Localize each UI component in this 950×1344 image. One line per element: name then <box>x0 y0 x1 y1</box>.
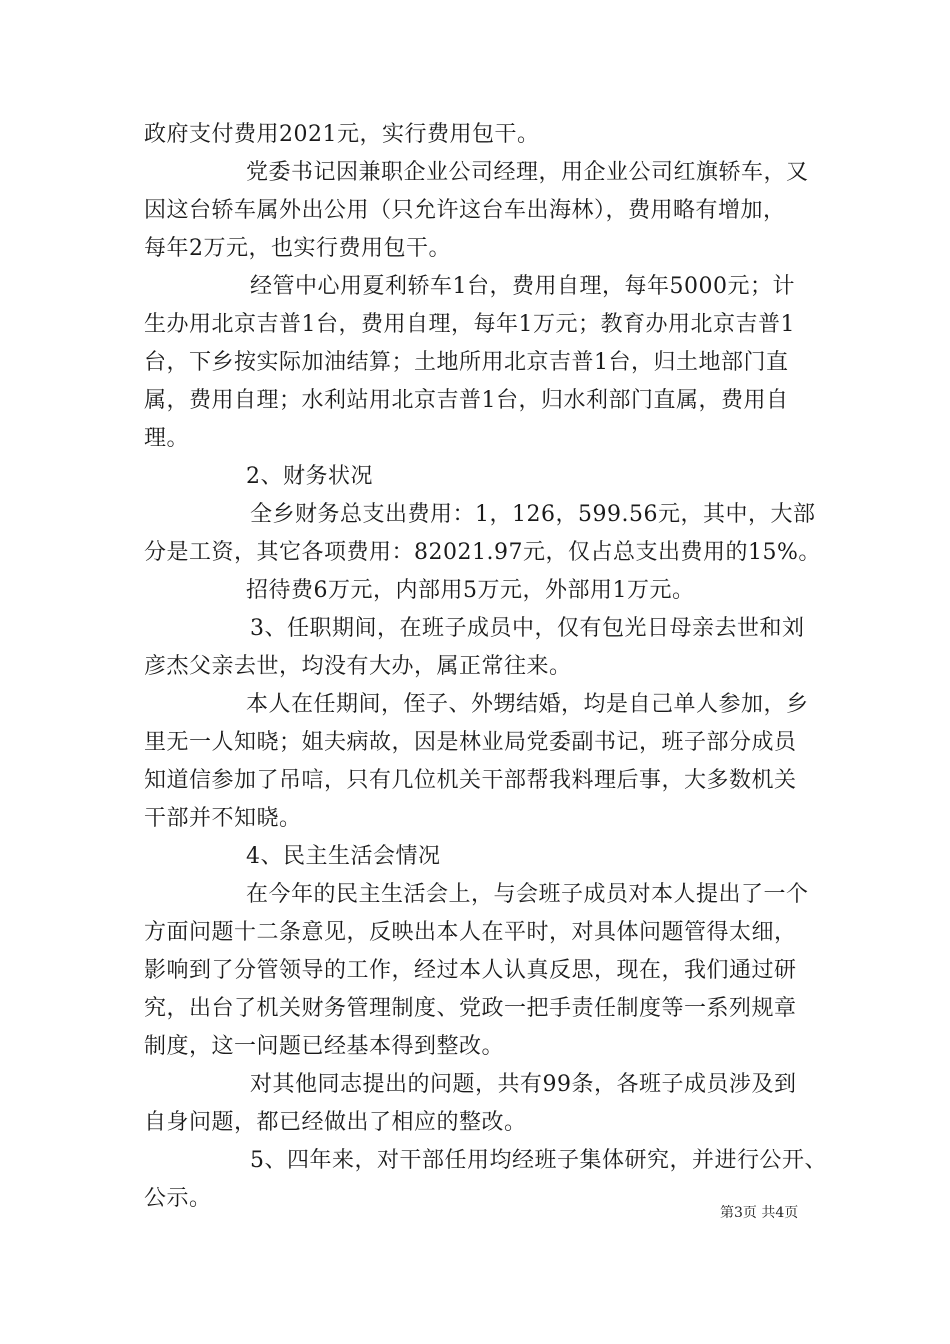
section-heading: 2、财务状况 <box>246 464 373 489</box>
text-line: 政府支付费用2021元，实行费用包干。 <box>144 122 540 147</box>
text-line: 制度，这一问题已经基本得到整改。 <box>144 1034 505 1059</box>
text-line: 3、任职期间，在班子成员中，仅有包光日母亲去世和刘 <box>250 616 805 641</box>
text-line: 里无一人知晓；姐夫病故，因是林业局党委副书记，班子部分成员 <box>144 730 797 755</box>
text-line: 知道信参加了吊唁，只有几位机关干部帮我料理后事，大多数机关 <box>144 768 797 793</box>
text-line: 对其他同志提出的问题，共有99条，各班子成员涉及到 <box>250 1072 797 1097</box>
text-line: 影响到了分管领导的工作，经过本人认真反思，现在，我们通过研 <box>144 958 797 983</box>
text-line: 每年2万元，也实行费用包干。 <box>144 236 451 261</box>
text-line: 理。 <box>144 426 190 451</box>
section-heading: 4、民主生活会情况 <box>246 844 441 869</box>
text-line: 党委书记因兼职企业公司经理，用企业公司红旗轿车，又 <box>246 160 809 185</box>
text-line: 干部并不知晓。 <box>144 806 302 831</box>
page-number-footer: 第3页 共4页 <box>720 1205 799 1221</box>
text-line: 分是工资，其它各项费用：82021.97元，仅占总支出费用的15%。 <box>144 540 821 565</box>
text-line: 5、四年来，对干部任用均经班子集体研究，并进行公开、 <box>250 1148 827 1173</box>
text-line: 台，下乡按实际加油结算；土地所用北京吉普1台，归土地部门直 <box>144 350 789 375</box>
text-line: 经管中心用夏利轿车1台，费用自理，每年5000元；计 <box>250 274 795 299</box>
text-line: 生办用北京吉普1台，费用自理，每年1万元；教育办用北京吉普1 <box>144 312 795 337</box>
text-line: 属，费用自理；水利站用北京吉普1台，归水利部门直属，费用自 <box>144 388 789 413</box>
text-line: 全乡财务总支出费用：1，126，599.56元，其中，大部 <box>250 502 816 527</box>
text-line: 在今年的民主生活会上，与会班子成员对本人提出了一个 <box>246 882 809 907</box>
text-line: 因这台轿车属外出公用（只允许这台车出海林），费用略有增加， <box>144 198 786 223</box>
text-line: 方面问题十二条意见，反映出本人在平时，对具体问题管得太细， <box>144 920 797 945</box>
text-line: 招待费6万元，内部用5万元，外部用1万元。 <box>246 578 695 603</box>
text-line: 彦杰父亲去世，均没有大办，属正常往来。 <box>144 654 572 679</box>
text-line: 究，出台了机关财务管理制度、党政一把手责任制度等一系列规章 <box>144 996 797 1021</box>
text-line: 自身问题，都已经做出了相应的整改。 <box>144 1110 527 1135</box>
text-line: 公示。 <box>144 1186 212 1211</box>
text-line: 本人在任期间，侄子、外甥结婚，均是自己单人参加，乡 <box>246 692 809 717</box>
